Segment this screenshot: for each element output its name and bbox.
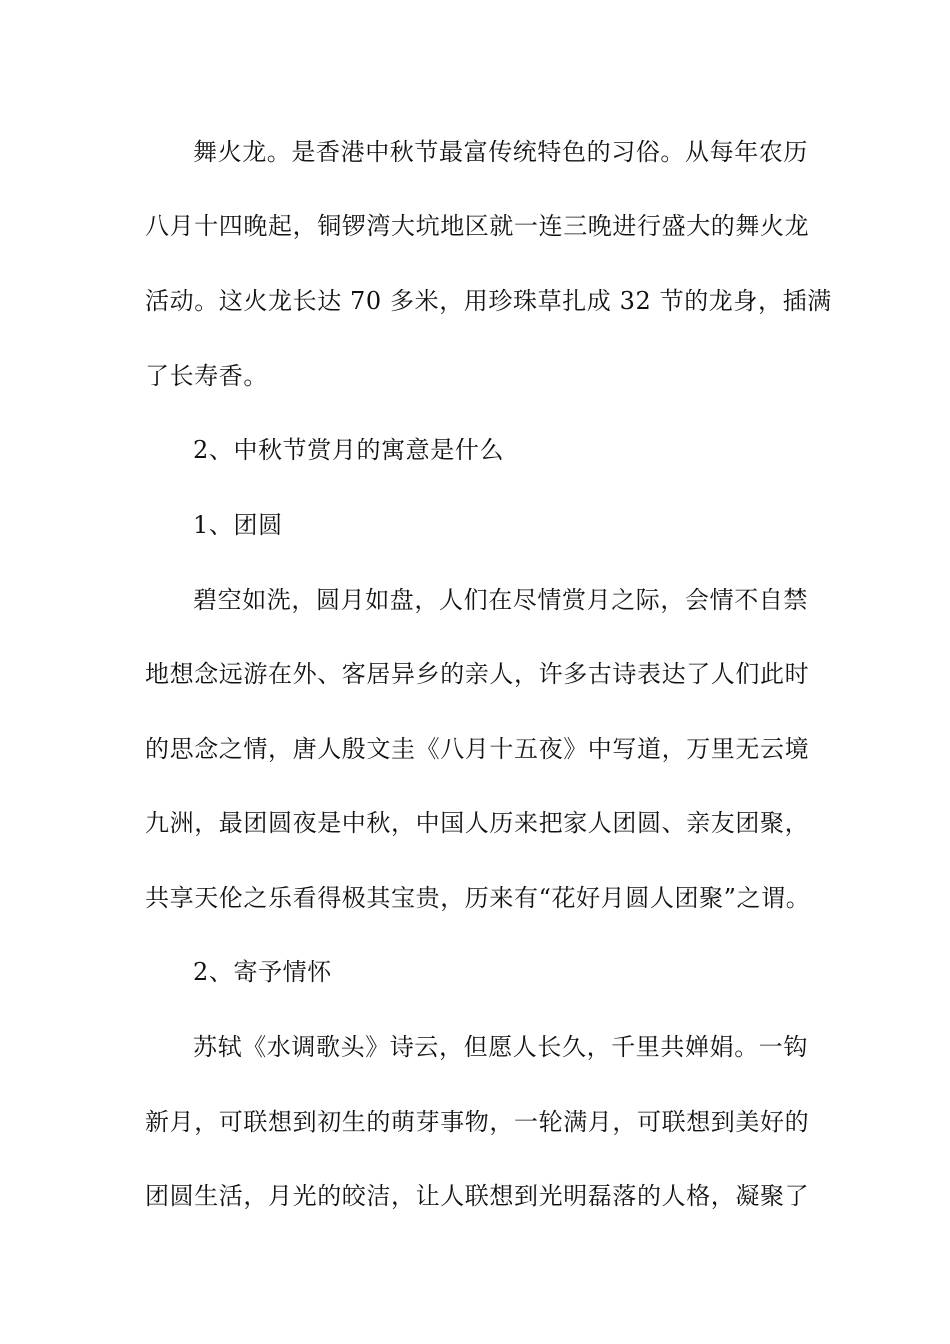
paragraph-line: 八月十四晚起，铜锣湾大坑地区就一连三晚进行盛大的舞火龙: [145, 212, 810, 240]
paragraph-line: 共享天伦之乐看得极其宝贵，历来有“花好月圆人团聚”之谓。: [145, 884, 811, 912]
subsection-heading: 1、团圆: [193, 511, 283, 539]
paragraph-line: 舞火龙。是香港中秋节最富传统特色的习俗。从每年农历: [193, 138, 808, 166]
paragraph-line: 团圆生活，月光的皎洁，让人联想到光明磊落的人格，凝聚了: [145, 1182, 810, 1210]
paragraph-line: 九洲，最团圆夜是中秋，中国人历来把家人团圆、亲友团聚，: [145, 809, 810, 837]
paragraph-line: 地想念远游在外、客居异乡的亲人，许多古诗表达了人们此时: [145, 660, 810, 688]
subsection-heading: 2、寄予情怀: [193, 958, 332, 986]
paragraph-line: 苏轼《水调歌头》诗云，但愿人长久，千里共婵娟。一钩: [193, 1033, 808, 1061]
paragraph-line: 了长寿香。: [145, 362, 268, 390]
paragraph-line: 新月，可联想到初生的萌芽事物，一轮满月，可联想到美好的: [145, 1108, 810, 1136]
section-heading: 2、中秋节赏月的寓意是什么: [193, 436, 505, 464]
paragraph-line: 活动。这火龙长达 70 多米，用珍珠草扎成 32 节的龙身，插满: [145, 287, 832, 315]
paragraph-line: 碧空如洗，圆月如盘，人们在尽情赏月之际，会情不自禁: [193, 586, 808, 614]
paragraph-line: 的思念之情，唐人殷文圭《八月十五夜》中写道，万里无云境: [145, 735, 810, 763]
